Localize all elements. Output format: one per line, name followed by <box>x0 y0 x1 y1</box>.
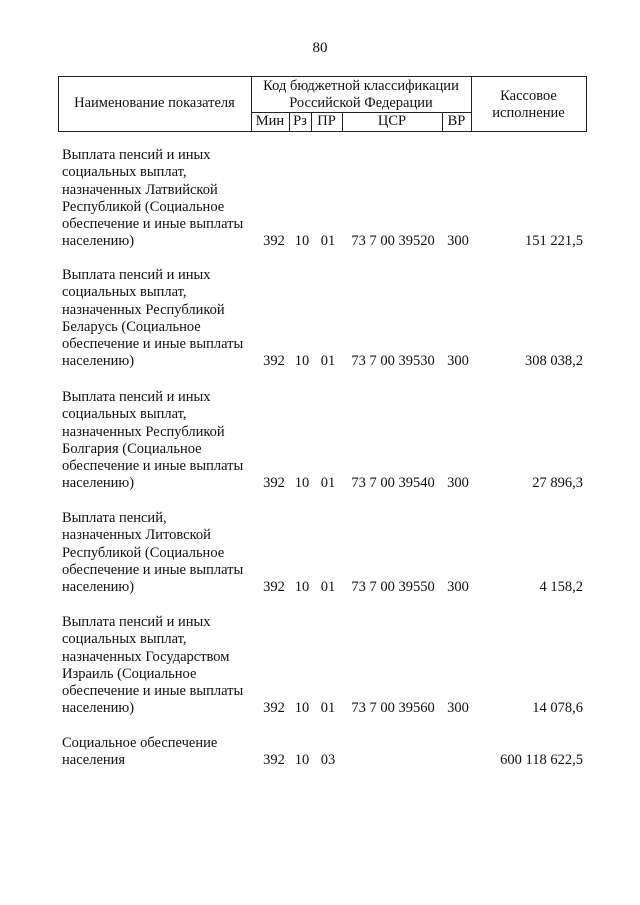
row-name-line: назначенных Республикой <box>62 301 225 318</box>
cell-csr: 73 7 00 39550 <box>351 579 435 595</box>
cell-min: 392 <box>263 475 285 491</box>
cell-csr: 73 7 00 39520 <box>351 233 435 249</box>
row-name-line: населению) <box>62 353 135 370</box>
header-pr: ПР <box>317 113 336 129</box>
row-name-line: назначенных Государством <box>62 648 230 665</box>
cell-rz: 10 <box>294 700 310 716</box>
header-border <box>586 77 587 131</box>
row-name-line: обеспечение и иные выплаты <box>62 561 244 578</box>
header-code-group-line2: Российской Федерации <box>289 95 433 111</box>
header-csr: ЦСР <box>377 113 407 129</box>
row-name-line: населения <box>62 752 126 769</box>
cell-pr: 01 <box>320 475 336 491</box>
header-min: Мин <box>255 113 285 129</box>
row-name-line: назначенных Литовской <box>62 527 211 544</box>
row-name-line: назначенных Латвийской <box>62 181 218 198</box>
row-name-line: Республикой (Социальное <box>62 198 225 215</box>
row-name <box>62 735 262 770</box>
cell-vr: 300 <box>447 475 469 491</box>
row-name <box>62 147 262 251</box>
header-rz: Рз <box>293 113 307 129</box>
cell-min: 392 <box>263 579 285 595</box>
row-name <box>62 614 262 718</box>
cell-min: 392 <box>263 700 285 716</box>
row-name-line: населению) <box>62 233 135 250</box>
cell-pr: 01 <box>320 353 336 369</box>
cell-vr: 300 <box>447 700 469 716</box>
header-code-group-line1: Код бюджетной классификации <box>263 78 459 94</box>
row-name-line: социальных выплат, <box>62 406 187 423</box>
cell-vr: 300 <box>447 233 469 249</box>
cell-vr: 300 <box>447 579 469 595</box>
row-name-line: Социальное обеспечение <box>62 735 218 751</box>
header-vr: ВР <box>447 113 466 129</box>
cell-amount: 14 078,6 <box>532 700 583 716</box>
row-name-line: населению) <box>62 579 135 596</box>
cell-csr: 73 7 00 39540 <box>351 475 435 491</box>
row-name-line: Выплата пенсий и иных <box>62 614 211 630</box>
row-name-line: Беларусь (Социальное <box>62 318 201 335</box>
cell-amount: 27 896,3 <box>532 475 583 491</box>
cell-vr: 300 <box>447 353 469 369</box>
cell-pr: 01 <box>320 700 336 716</box>
row-name <box>62 267 262 371</box>
header-name-column: Наименование показателя <box>74 95 235 111</box>
row-name <box>62 389 262 493</box>
row-name-line: обеспечение и иные выплаты <box>62 216 244 233</box>
cell-rz: 10 <box>294 752 310 768</box>
row-name-line: социальных выплат, <box>62 631 187 648</box>
row-name-line: назначенных Республикой <box>62 423 225 440</box>
cell-pr: 01 <box>320 579 336 595</box>
cell-min: 392 <box>263 353 285 369</box>
row-name-line: социальных выплат, <box>62 164 187 181</box>
header-amount-line2: исполнение <box>492 105 565 121</box>
row-name-line: Республикой (Социальное <box>62 544 225 561</box>
cell-min: 392 <box>263 752 285 768</box>
cell-amount: 308 038,2 <box>525 353 583 369</box>
row-name-line: обеспечение и иные выплаты <box>62 458 244 475</box>
row-name-line: обеспечение и иные выплаты <box>62 683 244 700</box>
cell-csr: 73 7 00 39560 <box>351 700 435 716</box>
cell-amount: 4 158,2 <box>539 579 583 595</box>
table-header <box>58 76 587 132</box>
row-name-line: населению) <box>62 475 135 492</box>
cell-csr: 73 7 00 39530 <box>351 353 435 369</box>
cell-amount: 600 118 622,5 <box>500 752 583 768</box>
row-name-line: обеспечение и иные выплаты <box>62 336 244 353</box>
row-name <box>62 510 262 596</box>
cell-pr: 03 <box>320 752 336 768</box>
row-name-line: Выплата пенсий и иных <box>62 147 211 163</box>
cell-min: 392 <box>263 233 285 249</box>
cell-amount: 151 221,5 <box>525 233 583 249</box>
page-number: 80 <box>312 40 328 56</box>
row-name-line: Выплата пенсий и иных <box>62 389 211 405</box>
row-name-line: Выплата пенсий, <box>62 510 167 526</box>
header-amount-line1: Кассовое <box>500 88 557 104</box>
row-name-line: социальных выплат, <box>62 284 187 301</box>
cell-rz: 10 <box>294 475 310 491</box>
row-name-line: Израиль (Социальное <box>62 665 197 682</box>
cell-rz: 10 <box>294 579 310 595</box>
row-name-line: Выплата пенсий и иных <box>62 267 211 283</box>
cell-rz: 10 <box>294 233 310 249</box>
row-name-line: населению) <box>62 700 135 717</box>
cell-rz: 10 <box>294 353 310 369</box>
row-name-line: Болгария (Социальное <box>62 440 202 457</box>
cell-pr: 01 <box>320 233 336 249</box>
